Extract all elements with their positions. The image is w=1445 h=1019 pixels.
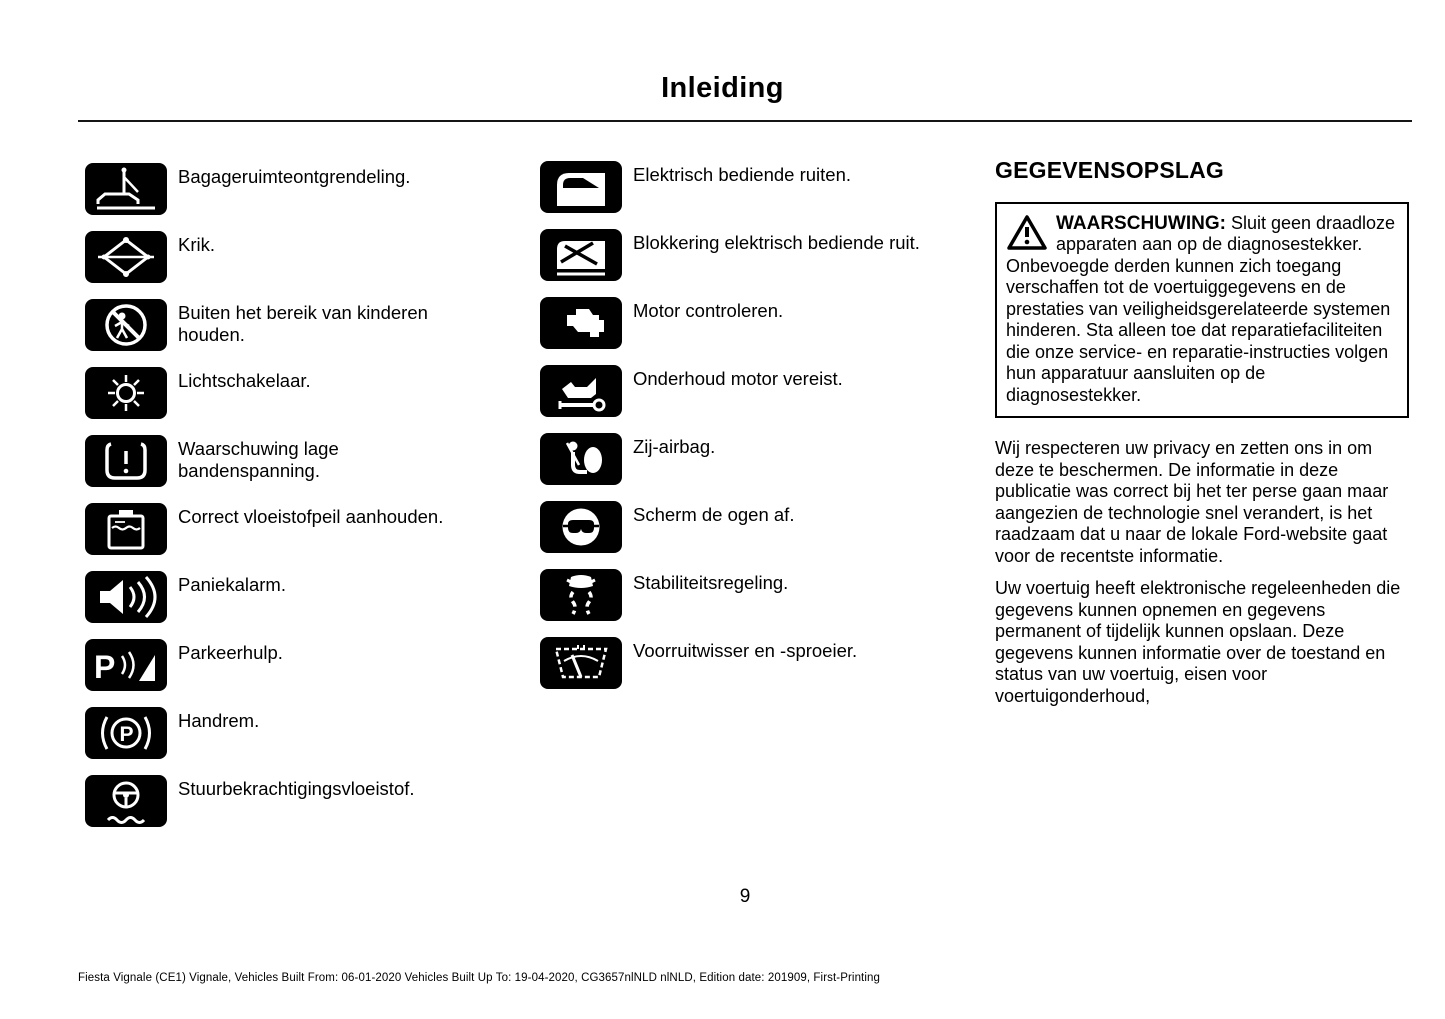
handbrake-icon xyxy=(85,707,167,759)
parking-aid-icon xyxy=(85,639,167,691)
symbol-label: Waarschuwing lage bandenspanning. xyxy=(178,438,339,481)
symbol-label: Buiten het bereik van kinderen houden. xyxy=(178,302,428,345)
symbol-row xyxy=(540,569,980,621)
trunk-release-icon xyxy=(85,163,167,215)
symbol-label: Blokkering elektrisch bediende ruit. xyxy=(633,232,920,253)
symbol-row xyxy=(540,229,980,281)
power-window-icon xyxy=(540,161,622,213)
side-airbag-icon xyxy=(540,433,622,485)
symbol-row xyxy=(85,367,515,419)
power-steering-fluid-icon xyxy=(85,775,167,827)
window-lock-icon xyxy=(540,229,622,281)
symbol-label: Scherm de ogen af. xyxy=(633,504,795,525)
symbol-row xyxy=(85,231,515,283)
footer-text: Fiesta Vignale (CE1) Vignale, Vehicles Built From: 06-01-2020 Vehicles Built Up To: 19-04-2020, CG3657nlNLD nlNLD, Edition date: 201909, First-Printing xyxy=(78,972,881,984)
symbol-label: Bagageruimteontgrendeling. xyxy=(178,166,411,187)
symbol-row xyxy=(85,639,515,691)
symbol-row xyxy=(85,775,515,827)
warning-triangle-icon xyxy=(1006,214,1048,252)
symbol-label: Paniekalarm. xyxy=(178,574,286,595)
symbol-label: Onderhoud motor vereist. xyxy=(633,368,843,389)
symbol-list-left xyxy=(85,163,515,827)
body-paragraph: Wij respecteren uw privacy en zetten ons in om deze te beschermen. De informatie in deze publicatie was correct bij het ter perse gaan maar aangezien de technologie snel verandert, is het raadzaam dat u naar de lokale Ford-website gaat voor de recentste informatie. xyxy=(995,438,1389,566)
symbol-row xyxy=(85,299,515,351)
check-engine-icon xyxy=(540,297,622,349)
symbol-label: Stuurbekrachtigingsvloeistof. xyxy=(178,778,415,799)
symbol-label: Motor controleren. xyxy=(633,300,784,321)
symbol-row xyxy=(85,571,515,623)
data-storage-section xyxy=(995,157,1409,718)
symbol-row xyxy=(540,433,980,485)
svg-text:P: P xyxy=(119,723,134,746)
symbol-label: Krik. xyxy=(178,234,215,255)
symbol-row xyxy=(85,163,515,215)
symbol-row xyxy=(540,365,980,417)
warning-text: Sluit geen draadloze apparaten aan op de diagnosestekker. Onbevoegde derden kunnen zich toegang verschaffen tot de voertuiggegevens en de prestaties van veiligheidsgerelateerde systemen hinderen. Sta alleen toe dat reparatiefaciliteiten die onze service- en reparatie-instructies volgen hun apparatuur aansluiten op de diagnosestekker. xyxy=(1006,212,1396,405)
jack-icon xyxy=(85,231,167,283)
symbol-label: Handrem. xyxy=(178,710,260,731)
symbol-row xyxy=(540,637,980,689)
symbol-label: Correct vloeistofpeil aanhouden. xyxy=(178,506,444,527)
keep-away-children-icon xyxy=(85,299,167,351)
fluid-level-icon xyxy=(85,503,167,555)
warning-label: WAARSCHUWING: xyxy=(1056,212,1226,234)
section-heading: GEGEVENSOPSLAG xyxy=(995,157,1225,183)
warning-box xyxy=(995,202,1409,419)
body-paragraph: Uw voertuig heeft elektronische regeleenheden die gegevens kunnen opnemen en gegevens permanent of tijdelijk kunnen opslaan. Deze gegevens kunnen informatie over de toestand en status van uw voertuig, eisen voor voertuigonderhoud, xyxy=(995,578,1401,706)
symbol-label: Stabiliteitsregeling. xyxy=(633,572,789,593)
tire-pressure-warning-icon xyxy=(85,435,167,487)
wiper-washer-icon xyxy=(540,637,622,689)
symbol-label: Parkeerhulp. xyxy=(178,642,283,663)
eye-protection-icon xyxy=(540,501,622,553)
symbol-row xyxy=(85,435,515,487)
page-number: 9 xyxy=(739,886,751,907)
symbol-label: Voorruitwisser en -sproeier. xyxy=(633,640,858,661)
symbol-list-middle xyxy=(540,161,980,689)
symbol-label: Elektrisch bediende ruiten. xyxy=(633,164,852,185)
symbol-row xyxy=(540,297,980,349)
symbol-label: Zij-airbag. xyxy=(633,436,716,457)
page-title: Inleiding xyxy=(661,72,784,104)
panic-alarm-icon xyxy=(85,571,167,623)
symbol-row xyxy=(540,501,980,553)
symbol-row xyxy=(85,503,515,555)
light-switch-icon xyxy=(85,367,167,419)
title-divider xyxy=(78,120,1412,122)
engine-service-icon xyxy=(540,365,622,417)
symbol-row xyxy=(85,707,515,759)
stability-control-icon xyxy=(540,569,622,621)
symbol-row xyxy=(540,161,980,213)
symbol-label: Lichtschakelaar. xyxy=(178,370,311,391)
svg-text:P: P xyxy=(94,649,116,685)
